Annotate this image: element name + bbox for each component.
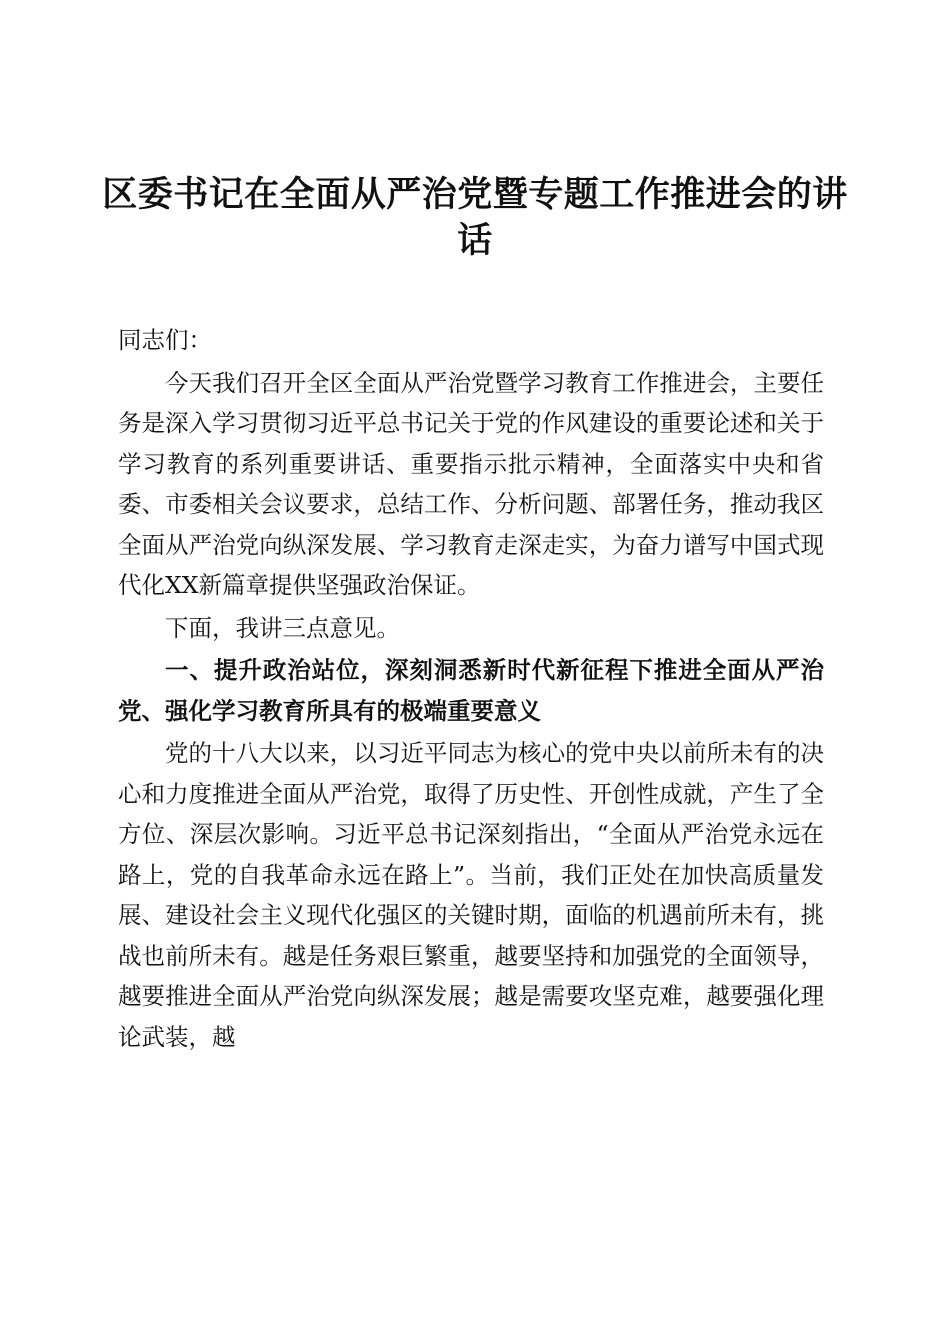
document-title: 区委书记在全面从严治党暨专题工作推进会的讲话 bbox=[102, 174, 848, 261]
paragraph-intro: 今天我们召开全区全面从严治党暨学习教育工作推进会，主要任务是深入学习贯彻习近平总书记关于党的作风建设的重要论述和关于学习教育的系列重要讲话、重要指示批示精神，全面落实中央和省委、市委相关会议要求，总结工作、分析问题、部署任务，推动我区全面从严治党向纵深发展、学习教育走深走实，为奋力谱写中国式现代化XX新篇章提供坚强政治保证。 bbox=[118, 368, 824, 599]
salutation: 同志们： bbox=[118, 326, 212, 354]
document-body bbox=[118, 320, 824, 1059]
paragraph-outline: 下面，我讲三点意见。 bbox=[165, 613, 400, 642]
paragraph-section-1: 党的十八大以来，以习近平同志为核心的党中央以前所未有的决心和力度推进全面从严治党，取得了历史性、开创性成就，产生了全方位、深层次影响。习近平总书记深刻指出，“全面从严治党永远在路上，党的自我革命永远在路上”。当前，我们正处在加快高质量发展、建设社会主义现代化强区的关键时期，面临的机遇前所未有，挑战也前所未有。越是任务艰巨繁重，越要坚持和加强党的全面领导，越要推进全面从严治党向纵深发展；越是需要攻坚克难，越要强化理论武装，越 bbox=[118, 739, 824, 1051]
section-heading-1: 一、提升政治站位，深刻洞悉新时代新征程下推进全面从严治党、强化学习教育所具有的极端重要意义 bbox=[118, 656, 824, 725]
